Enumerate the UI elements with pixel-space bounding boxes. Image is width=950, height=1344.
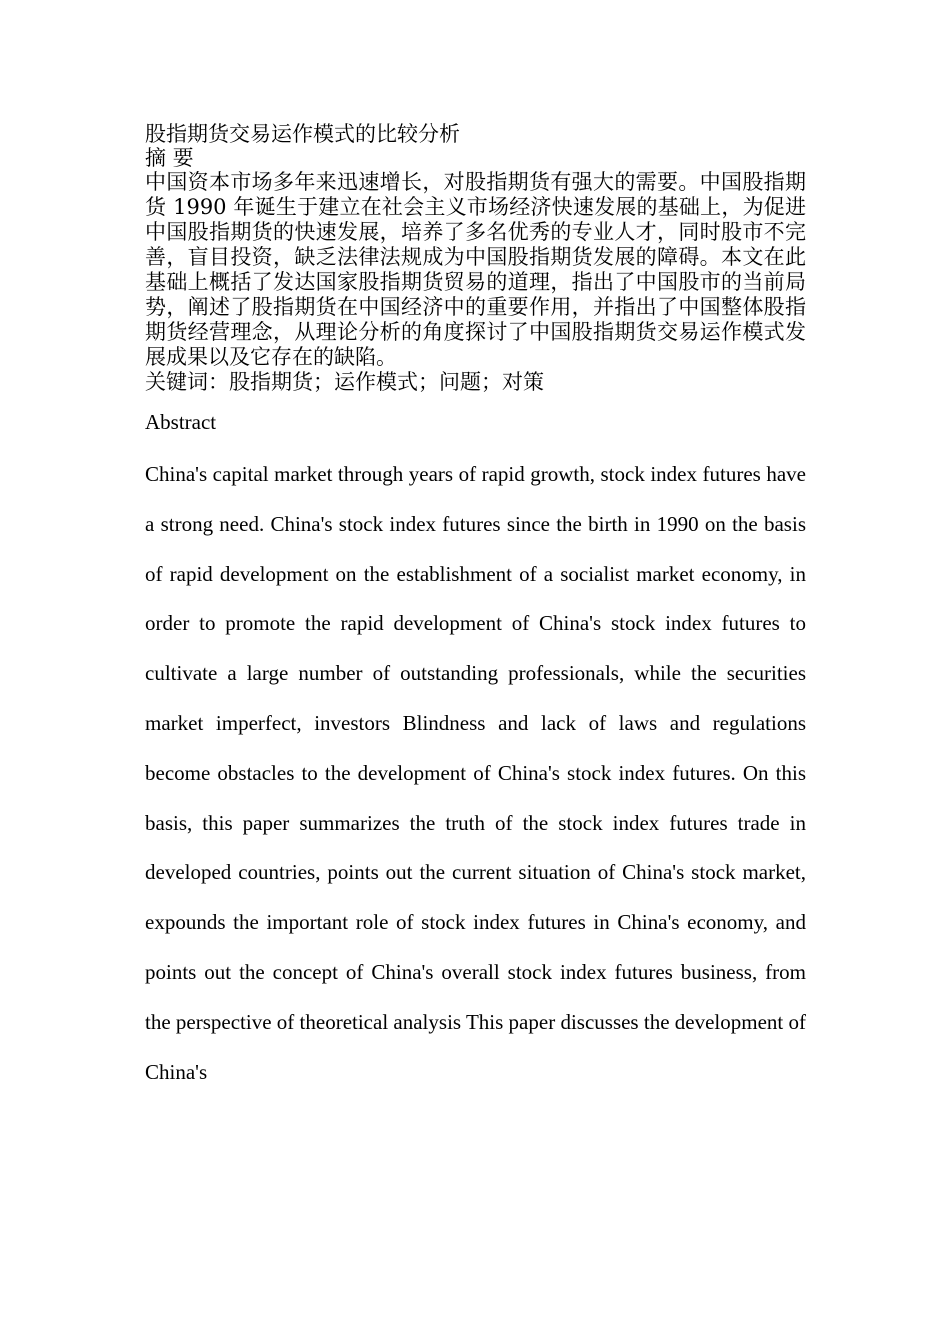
document-content [145,122,806,1097]
abstract-body-cn: 中国资本市场多年来迅速增长，对股指期货有强大的需要。中国股指期货 1990 年诞生于建立在社会主义市场经济快速发展的基础上，为促进中国股指期货的快速发展，培养了多名优秀的专业人才，同时股市不完善，盲目投资，缺乏法律法规成为中国股指期货发展的障碍。本文在此基础上概括了发达国家股指期货贸易的道理，指出了中国股市的当前局势，阐述了股指期货在中国经济中的重要作用，并指出了中国整体股指期货经营理念，从理论分析的角度探讨了中国股指期货交易运作模式发展成果以及它存在的缺陷。 [145,170,806,369]
keywords-line: 关键词：股指期货；运作模式；问题；对策 [145,370,544,394]
document-title: 股指期货交易运作模式的比较分析 [145,122,460,146]
abstract-heading-en: Abstract [145,410,217,434]
abstract-body-en: China's capital market through years of rapid growth, stock index futures have a strong need. China's stock index futures since the birth in 1990 on the basis of rapid development on the establishment of a socialist market economy, in order to promote the rapid development of China's stock index futures to cultivate a large number of outstanding professionals, while the securities market imperfect, investors Blindness and lack of laws and regulations become obstacles to the development of China's stock index futures. On this basis, this paper summarizes the truth of the stock index futures trade in developed countries, points out the current situation of China's stock market, expounds the important role of stock index futures in China's economy, and points out the concept of China's overall stock index futures business, from the perspective of theoretical analysis This paper discusses the development of China's [145,462,806,1084]
abstract-heading-cn: 摘 要 [145,146,194,170]
